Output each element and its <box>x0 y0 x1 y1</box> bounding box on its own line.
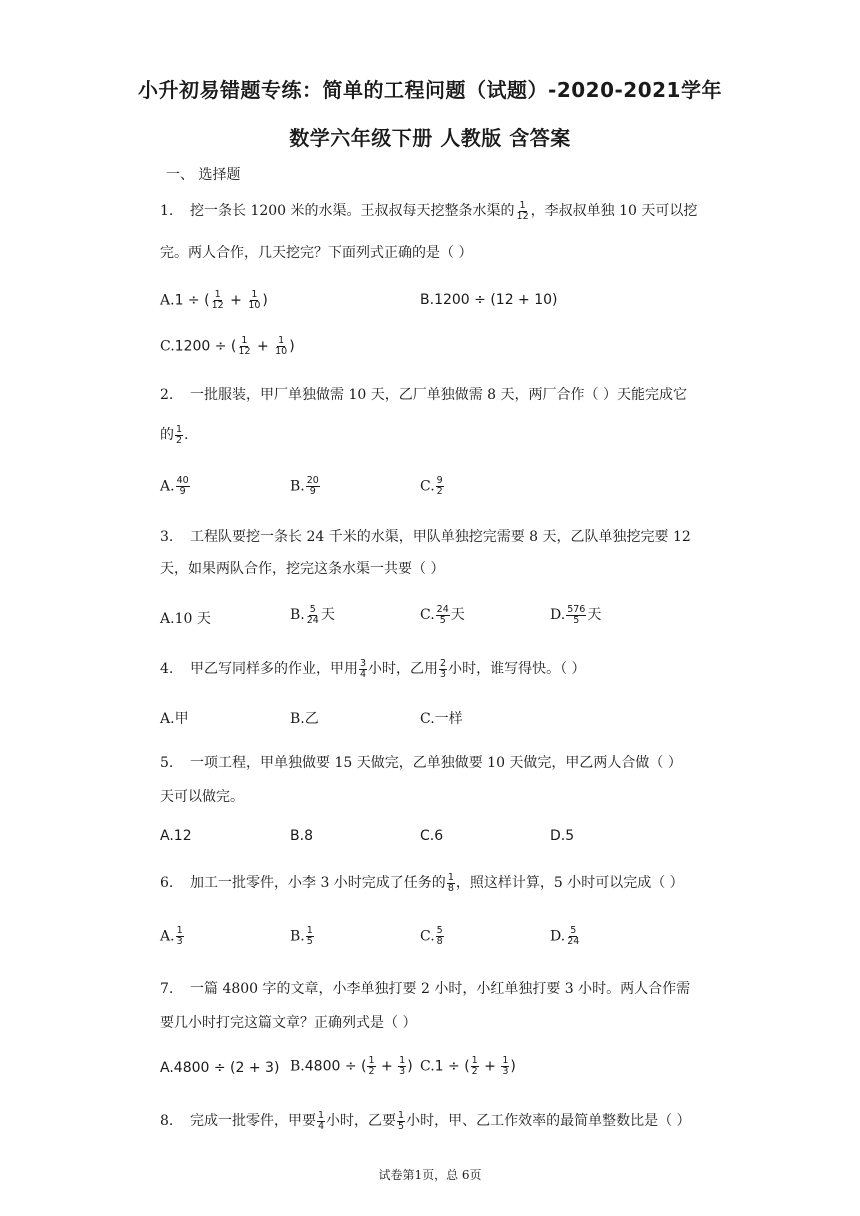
question-5-line-1: 5. 一项工程，甲单独做要 15 天做完，乙单独做要 10 天做完，甲乙两人合做（ ） <box>160 755 682 771</box>
question-3-option-a[interactable]: A.10 天 <box>160 611 211 627</box>
question-5-option-b[interactable]: B.8 <box>290 828 313 844</box>
question-number: 1. <box>160 203 174 219</box>
question-3-line-2: 天，如果两队合作，挖完这条水渠一共要（ ） <box>160 561 445 577</box>
question-5-line-2: 天可以做完。 <box>160 789 244 805</box>
question-4-line-1: 4. 甲乙写同样多的作业，甲用 $\frac{3}{4}$ 小时，乙用 $\frac{2}{3}$ 小时，谁写得快。（ ） <box>160 657 586 680</box>
question-number: 3. <box>160 529 174 545</box>
question-6-option-b[interactable]: B. $\frac{1}{5}$ <box>290 925 313 947</box>
question-2-option-a[interactable]: A. $\frac{40}{9}$ <box>160 475 189 497</box>
question-1-option-b[interactable]: B.1200 ÷ (12 + 10) <box>420 292 558 308</box>
question-3-option-b[interactable]: B. $\frac{5}{24}$ 天 <box>290 603 335 626</box>
question-2-line-2: 的 $\frac{1}{2}$ . <box>160 423 189 446</box>
question-7-option-a[interactable]: A.4800 ÷ (2 + 3) <box>160 1060 280 1076</box>
question-2-line-1: 2. 一批服装，甲厂单独做需 10 天，乙厂单独做需 8 天，两厂合作（ ）天能完成它 <box>160 387 687 403</box>
question-5-option-d[interactable]: D.5 <box>550 828 575 844</box>
question-2-option-c[interactable]: C. $\frac{9}{2}$ <box>420 475 443 497</box>
fraction: $\frac{1}{12}$ <box>516 199 529 222</box>
question-number: 2. <box>160 387 174 403</box>
question-4-option-b[interactable]: B.乙 <box>290 711 319 727</box>
question-7-line-1: 7. 一篇 4800 字的文章，小李单独打要 2 小时，小红单独打要 3 小时。两人合作需 <box>160 981 691 997</box>
question-1-line-2: 完。两人合作，几天挖完？下面列式正确的是（ ） <box>160 245 473 261</box>
question-1-option-a[interactable]: A.1 ÷ ( $\frac{1}{12}$ + $\frac{1}{10}$ ) <box>160 289 268 311</box>
question-3-option-c[interactable]: C. $\frac{24}{5}$ 天 <box>420 603 465 626</box>
question-3-line-1: 3. 工程队要挖一条长 24 千米的水渠，甲队单独挖完需要 8 天，乙队单独挖完要 12 <box>160 529 691 545</box>
question-3-option-d[interactable]: D. $\frac{576}{5}$ 天 <box>550 603 602 626</box>
question-7-line-2: 要几小时打完这篇文章？正确列式是（ ） <box>160 1015 417 1031</box>
question-2-option-b[interactable]: B. $\frac{20}{9}$ <box>290 475 319 497</box>
question-6-option-a[interactable]: A. $\frac{1}{3}$ <box>160 925 183 947</box>
question-5-option-a[interactable]: A.12 <box>160 828 192 844</box>
question-5-option-c[interactable]: C.6 <box>420 828 444 844</box>
page-title-line-2: 数学六年级下册 人教版 含答案 <box>289 126 571 150</box>
question-number: 7. <box>160 981 174 997</box>
question-7-option-c[interactable]: C.1 ÷ ( $\frac{1}{2}$ + $\frac{1}{3}$ ) <box>420 1055 516 1077</box>
question-8-line-1: 8. 完成一批零件，甲要 $\frac{1}{4}$ 小时，乙要 $\frac{1}{5}$ 小时，甲、乙工作效率的最简单整数比是（ ） <box>160 1109 691 1132</box>
question-4-option-a[interactable]: A.甲 <box>160 711 189 727</box>
page-footer: 试卷第1页，总 6页 <box>378 1168 482 1182</box>
question-1-option-c[interactable]: C.1200 ÷ ( $\frac{1}{12}$ + $\frac{1}{10}$ ) <box>160 335 295 357</box>
question-6-line-1: 6. 加工一批零件，小李 3 小时完成了任务的 $\frac{1}{8}$ ，照这样计算，5 小时可以完成（ ） <box>160 871 684 894</box>
question-number: 5. <box>160 755 174 771</box>
question-1-line-1: 1. 挖一条长 1200 米的水渠。王叔叔每天挖整条水渠的 $\frac{1}{12}$ ，李叔叔单独 10 天可以挖 <box>160 199 698 222</box>
page-title-line-1: 小升初易错题专练：简单的工程问题（试题）-2020-2021学年 <box>138 78 722 102</box>
question-number: 6. <box>160 875 174 891</box>
question-number: 8. <box>160 1113 174 1129</box>
section-heading: 一、 选择题 <box>166 167 241 183</box>
question-6-option-d[interactable]: D. $\frac{5}{24}$ <box>550 925 580 947</box>
question-6-option-c[interactable]: C. $\frac{5}{8}$ <box>420 925 443 947</box>
question-7-option-b[interactable]: B.4800 ÷ ( $\frac{1}{2}$ + $\frac{1}{3}$ ) <box>290 1055 413 1077</box>
question-4-option-c[interactable]: C.一样 <box>420 711 463 727</box>
question-number: 4. <box>160 661 174 677</box>
